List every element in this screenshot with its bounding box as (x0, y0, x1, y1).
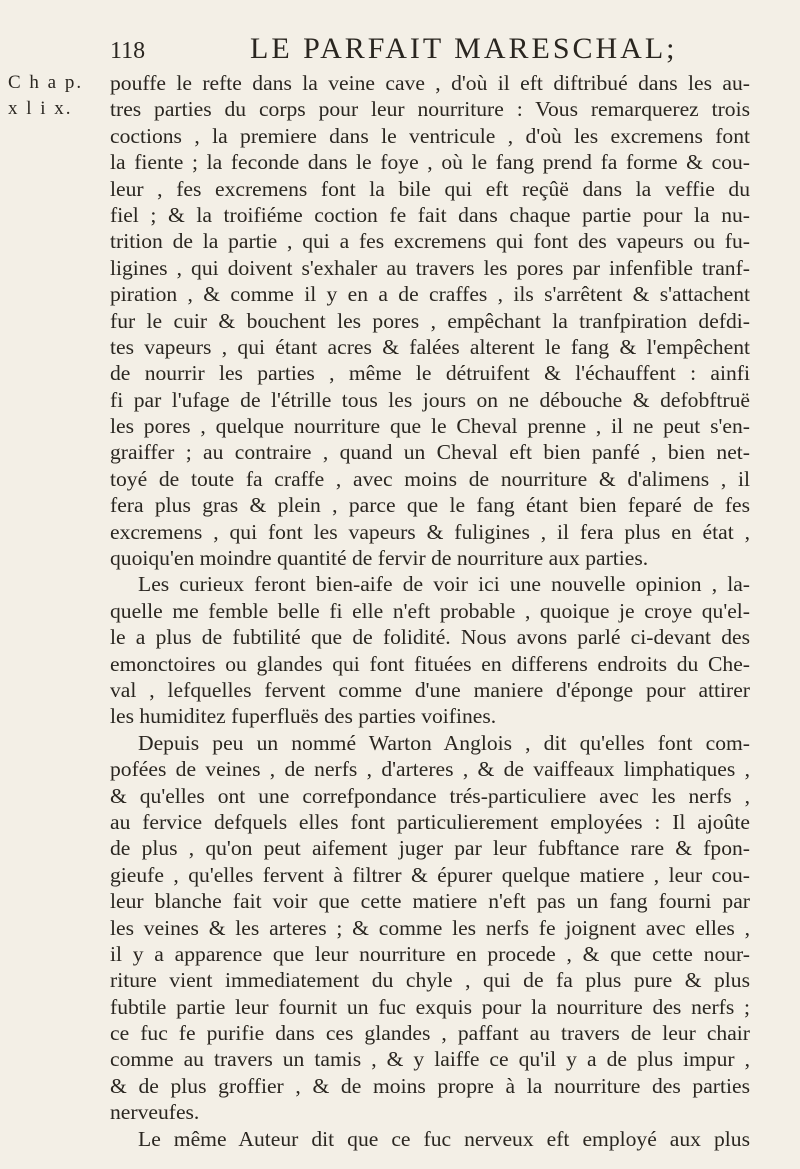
text-line: fiel ; & la troifiéme coction fe fait dans chaque partie pour la nu- (110, 202, 750, 227)
text-line: val , lefquelles fervent comme d'une maniere d'éponge pour attirer (110, 677, 750, 702)
text-line: comme au travers un tamis , & y laiffe ce qu'il y a de plus impur , (110, 1047, 750, 1072)
text-line: Depuis peu un nommé Warton Anglois , dit qu'elles font com- (138, 730, 750, 755)
body-text (110, 70, 750, 1152)
text-line: de plus , qu'on peut aifement juger par leur fubftance rare & fpon- (110, 836, 750, 861)
text-line: le a plus de fubtilité que de folidité. Nous avons parlé ci-devant des (110, 625, 750, 650)
text-line: riture vient immediatement du chyle , qui de fa plus pure & plus (110, 968, 750, 993)
chapter-margin-note (8, 70, 104, 122)
page-header (110, 32, 750, 72)
text-line: piration , & comme il y en a de craffes , ils s'arrêtent & s'attachent (110, 282, 750, 307)
page-number: 118 (110, 38, 146, 64)
text-line: ce fuc fe purifie dans ces glandes , paffant au travers de leur chair (110, 1021, 750, 1046)
text-line: excremens , qui font les vapeurs & fuligines , il fera plus en état , (110, 519, 750, 544)
text-line: ligines , qui doivent s'exhaler au travers les pores par infenfible tranf- (110, 255, 750, 280)
text-line: fubtile partie leur fournit un fuc exquis pour la nourriture des nerfs ; (110, 994, 750, 1019)
text-line: il y a apparence que leur nourriture en procede , & que cette nour- (110, 941, 750, 966)
text-line: la fiente ; la feconde dans le foye , où le fang prend fa forme & cou- (110, 150, 750, 175)
margin-note-line: x l i x. (8, 98, 73, 119)
text-line: de nourrir les parties , même le détruifent & l'échauffent : ainfi (110, 361, 750, 386)
text-line: & de plus groffier , & de moins propre à la nourriture des parties (110, 1073, 750, 1098)
text-line: quelle me femble belle fi elle n'eft probable , quoique je croye qu'el- (110, 598, 750, 623)
text-line: & qu'elles ont une correfpondance trés-particuliere avec les nerfs , (110, 783, 750, 808)
text-line: quoiqu'en moindre quantité de fervir de nourriture aux parties. (110, 546, 649, 571)
text-line: tres parties du corps pour leur nourriture : Vous remarquerez trois (110, 97, 750, 122)
text-line: les veines & les arteres ; & comme les nerfs fe joignent avec elles , (110, 915, 750, 940)
text-line: au fervice defquels elles font particulierement employées : Il ajoûte (110, 809, 750, 834)
text-line: Le même Auteur dit que ce fuc nerveux eft employé aux plus (138, 1126, 750, 1151)
text-line: fera plus gras & plein , parce que le fang étant bien feparé de fes (110, 493, 750, 518)
text-line: leur blanche fait voir que cette matiere n'eft pas un fang fourni par (110, 889, 750, 914)
text-line: toyé de toute fa craffe , avec moins de nourriture & d'alimens , il (110, 466, 750, 491)
text-line: pofées de veines , de nerfs , d'arteres , & de vaiffeaux limphatiques , (110, 757, 750, 782)
running-title: LE PARFAIT MARESCHAL; (250, 32, 678, 65)
text-line: fur le cuir & bouchent les pores , empêchant la tranfpiration defdi- (110, 308, 750, 333)
text-line: emonctoires ou glandes qui font fituées en differens endroits du Che- (110, 651, 750, 676)
text-line: graiffer ; au contraire , quand un Cheval eft bien panfé , bien net- (110, 440, 750, 465)
text-line: trition de la partie , qui a fes excremens qui font des vapeurs ou fu- (110, 229, 750, 254)
text-line: coctions , la premiere dans le ventricule , d'où les excremens font (110, 123, 750, 148)
text-line: pouffe le refte dans la veine cave , d'où il eft diftribué dans les au- (110, 71, 750, 95)
text-line: leur , fes excremens font la bile qui eft reçûë dans la veffie du (110, 176, 750, 201)
text-line: tes vapeurs , qui étant acres & falées alterent le fang & l'empêchent (110, 334, 750, 359)
text-line: gieufe , qu'elles fervent à filtrer & épurer quelque matiere , leur cou- (110, 862, 750, 887)
text-line: Les curieux feront bien-aife de voir ici une nouvelle opinion , la- (138, 572, 750, 597)
text-line: les pores , quelque nourriture que le Cheval prenne , il ne peut s'en- (110, 414, 750, 439)
text-line: les humiditez fuperfluës des parties voifines. (110, 704, 497, 729)
margin-note-line: C h a p. (8, 72, 84, 93)
text-line: fi par l'ufage de l'étrille tous les jours on ne débouche & defobftruë (110, 387, 750, 412)
text-line: nerveufes. (110, 1100, 200, 1125)
